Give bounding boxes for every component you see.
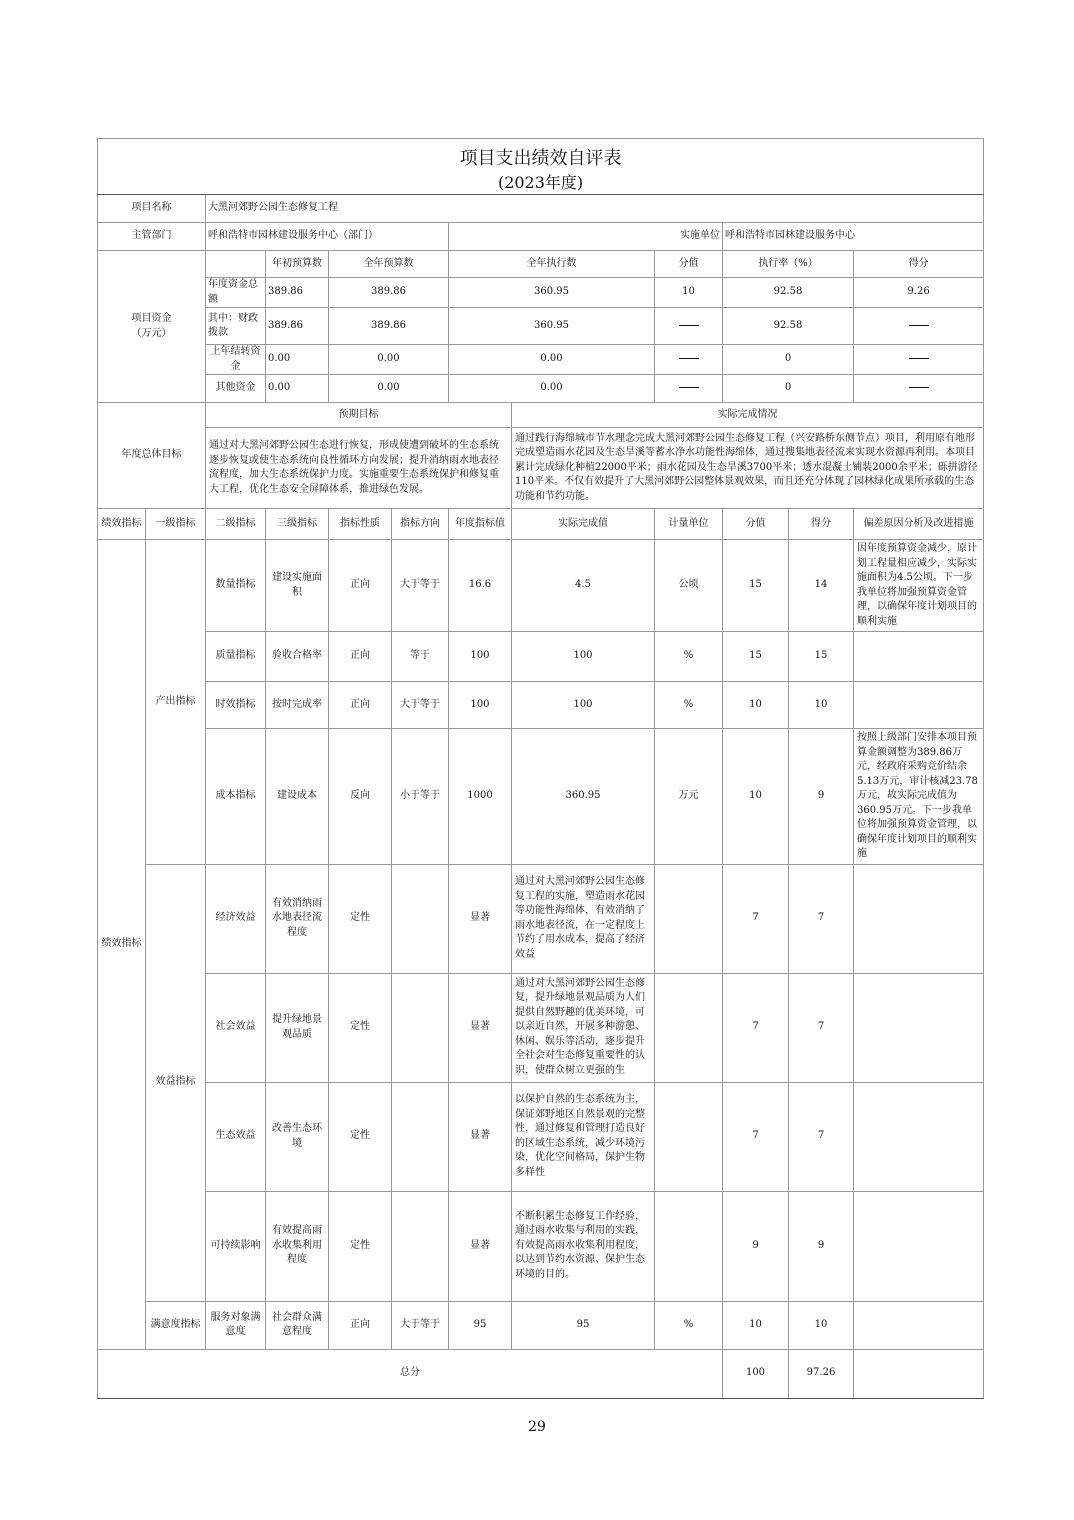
- perf-nature: 定性: [329, 1082, 392, 1191]
- perf-target: 显著: [449, 973, 512, 1082]
- dept-value: 呼和浩特市园林建设服务中心（部门）: [206, 223, 449, 251]
- perf-l3: 有效消纳雨水地表径流程度: [266, 864, 329, 973]
- perf-score: 7: [789, 1082, 854, 1191]
- evaluation-sheet: [97, 138, 983, 1399]
- goals-expected-label: 预期目标: [206, 403, 512, 428]
- perf-l3: 建设成本: [266, 729, 329, 865]
- impl-label: 实施单位: [449, 223, 723, 251]
- project-name-label: 项目名称: [98, 195, 206, 223]
- perf-points: 10: [723, 729, 789, 865]
- perf-actual: 通过对大黑河郊野公园生态修复，提升绿地景观品质为人们提供自然野趣的优美环境，可以亲近自然，开展多种游憩、休闲、娱乐等活动，逐步提升全社会对生态修复重要性的认识，使群众树立更强的生: [512, 973, 655, 1082]
- total-note: [854, 1349, 984, 1398]
- perf-score: 15: [789, 632, 854, 682]
- funds-row-name: 其中：财政拨款: [206, 308, 266, 345]
- perf-target: 显著: [449, 864, 512, 973]
- perf-l2: 质量指标: [206, 632, 266, 682]
- funds-row-rate: 0: [723, 375, 854, 403]
- perf-note: [854, 1191, 984, 1301]
- funds-row-points-dash: [655, 345, 723, 375]
- funds-row-executed: 360.95: [449, 308, 655, 345]
- perf-note: [854, 682, 984, 729]
- perf-l2: 可持续影响: [206, 1191, 266, 1301]
- perf-direction: 等于: [392, 632, 449, 682]
- funds-row-executed: 0.00: [449, 375, 655, 403]
- funds-label: 项目资金 （万元）: [98, 251, 206, 403]
- funds-header-initial: 年初预算数: [266, 251, 329, 278]
- funds-row-initial: 0.00: [266, 345, 329, 375]
- perf-points: 7: [723, 864, 789, 973]
- goals-actual-label: 实际完成情况: [512, 403, 984, 428]
- perf-points: 15: [723, 632, 789, 682]
- funds-row-score-dash: [854, 308, 984, 345]
- dept-label: 主管部门: [98, 223, 206, 251]
- perf-direction: 小于等于: [392, 729, 449, 865]
- perf-nature: 正向: [329, 682, 392, 729]
- perf-direction: [392, 1082, 449, 1191]
- perf-header: 三级指标: [266, 509, 329, 540]
- perf-note: [854, 1301, 984, 1349]
- perf-score: 7: [789, 864, 854, 973]
- funds-header-executed: 全年执行数: [449, 251, 655, 278]
- perf-actual: 以保护自然的生态系统为主，保证郊野地区自然景观的完整性，通过修复和管理打造良好的区域生态系统，减少环境污染，优化空间格局，保护生物多样性: [512, 1082, 655, 1191]
- funds-row-initial: 389.86: [266, 278, 329, 308]
- total-points: 100: [723, 1349, 789, 1398]
- goals-actual-text: 通过践行海绵城市节水理念完成大黑河郊野公园生态修复工程（兴安路桥东侧节点）项目，利用原有地形完成塑造雨水花园及生态旱溪等蓄水净水功能性海绵体，通过搜集地表径流来实现水资源再利用。本项目累计完成绿化种植22000平米；雨水花园及生态旱溪3700平米；透水混凝土铺装2000余平米；砾拼游径110平米。不仅有效提升了大黑河郊野公园整体景观效果，而且还充分体现了园林绿化成果所承载的生态功能和节约功能。: [512, 428, 984, 509]
- funds-header-blank: [206, 251, 266, 278]
- funds-row-rate: 0: [723, 345, 854, 375]
- perf-actual: 100: [512, 682, 655, 729]
- perf-unit: 万元: [655, 729, 723, 865]
- perf-note: [854, 864, 984, 973]
- perf-actual: 不断积累生态修复工作经验，通过雨水收集与利用的实践，有效提高雨水收集利用程度，以达到节约水资源、保护生态环境的目的。: [512, 1191, 655, 1301]
- perf-header: 二级指标: [206, 509, 266, 540]
- perf-header: 得分: [789, 509, 854, 540]
- perf-points: 9: [723, 1191, 789, 1301]
- perf-l2: 经济效益: [206, 864, 266, 973]
- perf-score: 14: [789, 540, 854, 632]
- perf-header: 年度指标值: [449, 509, 512, 540]
- perf-header: 分值: [723, 509, 789, 540]
- perf-nature: 反向: [329, 729, 392, 865]
- perf-unit: [655, 1082, 723, 1191]
- perf-l3: 验收合格率: [266, 632, 329, 682]
- page-number: 29: [528, 1419, 546, 1435]
- perf-target: 100: [449, 632, 512, 682]
- perf-note: 按照上级部门安排本项目预算金额调整为389.86万元，经政府采购竞价结余5.13万元，审计核减23.78万元，故实际完成值为360.95万元。下一步我单位将加强预算资金管理，以确保年度计划项目的顺利实施: [854, 729, 984, 865]
- total-label: 总分: [98, 1349, 723, 1398]
- perf-score: 9: [789, 1191, 854, 1301]
- perf-l3: 改善生态环境: [266, 1082, 329, 1191]
- perf-header: 实际完成值: [512, 509, 655, 540]
- funds-header-annual: 全年预算数: [329, 251, 449, 278]
- perf-nature: 定性: [329, 973, 392, 1082]
- perf-l3: 社会群众满意程度: [266, 1301, 329, 1349]
- perf-actual: 100: [512, 632, 655, 682]
- table-title-cell: [98, 139, 984, 195]
- perf-l3: 按时完成率: [266, 682, 329, 729]
- funds-row-annual: 389.86: [329, 308, 449, 345]
- funds-row-annual: 389.86: [329, 278, 449, 308]
- perf-l3: 有效提高雨水收集利用程度: [266, 1191, 329, 1301]
- perf-note: [854, 1082, 984, 1191]
- perf-l2: 数量指标: [206, 540, 266, 632]
- perf-header: 指标方向: [392, 509, 449, 540]
- page-title: 项目支出绩效自评表: [459, 147, 622, 169]
- perf-note: [854, 973, 984, 1082]
- perf-points: 15: [723, 540, 789, 632]
- perf-nature: 正向: [329, 632, 392, 682]
- perf-score: 9: [789, 729, 854, 865]
- perf-unit: [655, 1191, 723, 1301]
- perf-l3: 提升绿地景观品质: [266, 973, 329, 1082]
- perf-points: 10: [723, 1301, 789, 1349]
- perf-unit: %: [655, 682, 723, 729]
- perf-target: 100: [449, 682, 512, 729]
- perf-unit: %: [655, 632, 723, 682]
- perf-target: 显著: [449, 1082, 512, 1191]
- evaluation-table: [97, 138, 984, 1399]
- perf-l2: 生态效益: [206, 1082, 266, 1191]
- perf-actual: 360.95: [512, 729, 655, 865]
- perf-direction: 大于等于: [392, 540, 449, 632]
- perf-l2: 时效指标: [206, 682, 266, 729]
- funds-row-score: 9.26: [854, 278, 984, 308]
- perf-header: 偏差原因分析及改进措施: [854, 509, 984, 540]
- funds-header-points: 分值: [655, 251, 723, 278]
- perf-points: 10: [723, 682, 789, 729]
- perf-l2: 服务对象满意度: [206, 1301, 266, 1349]
- funds-row-executed: 0.00: [449, 345, 655, 375]
- perf-direction: 大于等于: [392, 1301, 449, 1349]
- perf-direction: [392, 864, 449, 973]
- perf-l2: 成本指标: [206, 729, 266, 865]
- funds-row-points-dash: [655, 308, 723, 345]
- perf-unit: 公顷: [655, 540, 723, 632]
- funds-row-annual: 0.00: [329, 375, 449, 403]
- page-subtitle: (2023年度): [497, 172, 584, 192]
- funds-row-score-dash: [854, 375, 984, 403]
- perf-unit: [655, 973, 723, 1082]
- perf-target: 1000: [449, 729, 512, 865]
- perf-points: 7: [723, 973, 789, 1082]
- perf-header: 一级指标: [146, 509, 206, 540]
- funds-row-rate: 92.58: [723, 308, 854, 345]
- funds-row-rate: 92.58: [723, 278, 854, 308]
- perf-header: 计量单位: [655, 509, 723, 540]
- perf-points: 7: [723, 1082, 789, 1191]
- funds-row-name: 上年结转资金: [206, 345, 266, 375]
- total-score: 97.26: [789, 1349, 854, 1398]
- perf-score: 10: [789, 1301, 854, 1349]
- perf-actual: 95: [512, 1301, 655, 1349]
- funds-row-points-dash: [655, 375, 723, 403]
- perf-target: 16.6: [449, 540, 512, 632]
- perf-l3: 建设实施面积: [266, 540, 329, 632]
- perf-nature: 正向: [329, 1301, 392, 1349]
- perf-note: 因年度预算资金减少，原计划工程量相应减少，实际实施面积为4.5公顷。下一步我单位将加强预算资金管理，以确保年度计划项目的顺利实施: [854, 540, 984, 632]
- goals-expected-text: 通过对大黑河郊野公园生态进行恢复，形成使遭到破坏的生态系统逐步恢复或使生态系统向良性循环方向发展；提升消纳雨水地表径流程度，加大生态系统保护力度。实施重要生态系统保护和修复重大工程，优化生态安全屏障体系，推进绿色发展。: [206, 428, 512, 509]
- level1-output: 产出指标: [146, 540, 206, 865]
- funds-row-executed: 360.95: [449, 278, 655, 308]
- perf-header: 绩效指标: [98, 509, 146, 540]
- perf-nature: 定性: [329, 864, 392, 973]
- funds-header-score: 得分: [854, 251, 984, 278]
- perf-direction: 大于等于: [392, 682, 449, 729]
- perf-group-label: 绩效指标: [98, 540, 146, 1350]
- funds-row-name: 其他资金: [206, 375, 266, 403]
- funds-row-name: 年度资金总额: [206, 278, 266, 308]
- perf-direction: [392, 1191, 449, 1301]
- perf-target: 显著: [449, 1191, 512, 1301]
- funds-header-rate: 执行率（%）: [723, 251, 854, 278]
- perf-target: 95: [449, 1301, 512, 1349]
- perf-l2: 社会效益: [206, 973, 266, 1082]
- perf-actual: 通过对大黑河郊野公园生态修复工程的实施，塑造雨水花园等功能性海绵体，有效消纳了雨水地表径流，在一定程度上节约了用水成本，提高了经济效益: [512, 864, 655, 973]
- funds-row-points: 10: [655, 278, 723, 308]
- perf-actual: 4.5: [512, 540, 655, 632]
- goals-label: 年度总体目标: [98, 403, 206, 509]
- perf-header: 指标性质: [329, 509, 392, 540]
- perf-score: 10: [789, 682, 854, 729]
- perf-nature: 定性: [329, 1191, 392, 1301]
- perf-direction: [392, 973, 449, 1082]
- perf-unit: %: [655, 1301, 723, 1349]
- perf-note: [854, 632, 984, 682]
- perf-nature: 正向: [329, 540, 392, 632]
- funds-row-score-dash: [854, 345, 984, 375]
- funds-row-initial: 389.86: [266, 308, 329, 345]
- funds-row-annual: 0.00: [329, 345, 449, 375]
- level1-benefit: 效益指标: [146, 864, 206, 1301]
- project-name: 大黑河郊野公园生态修复工程: [206, 195, 984, 223]
- impl-value: 呼和浩特市园林建设服务中心: [723, 223, 984, 251]
- perf-score: 7: [789, 973, 854, 1082]
- funds-row-initial: 0.00: [266, 375, 329, 403]
- level1-satisfaction: 满意度指标: [146, 1301, 206, 1349]
- perf-unit: [655, 864, 723, 973]
